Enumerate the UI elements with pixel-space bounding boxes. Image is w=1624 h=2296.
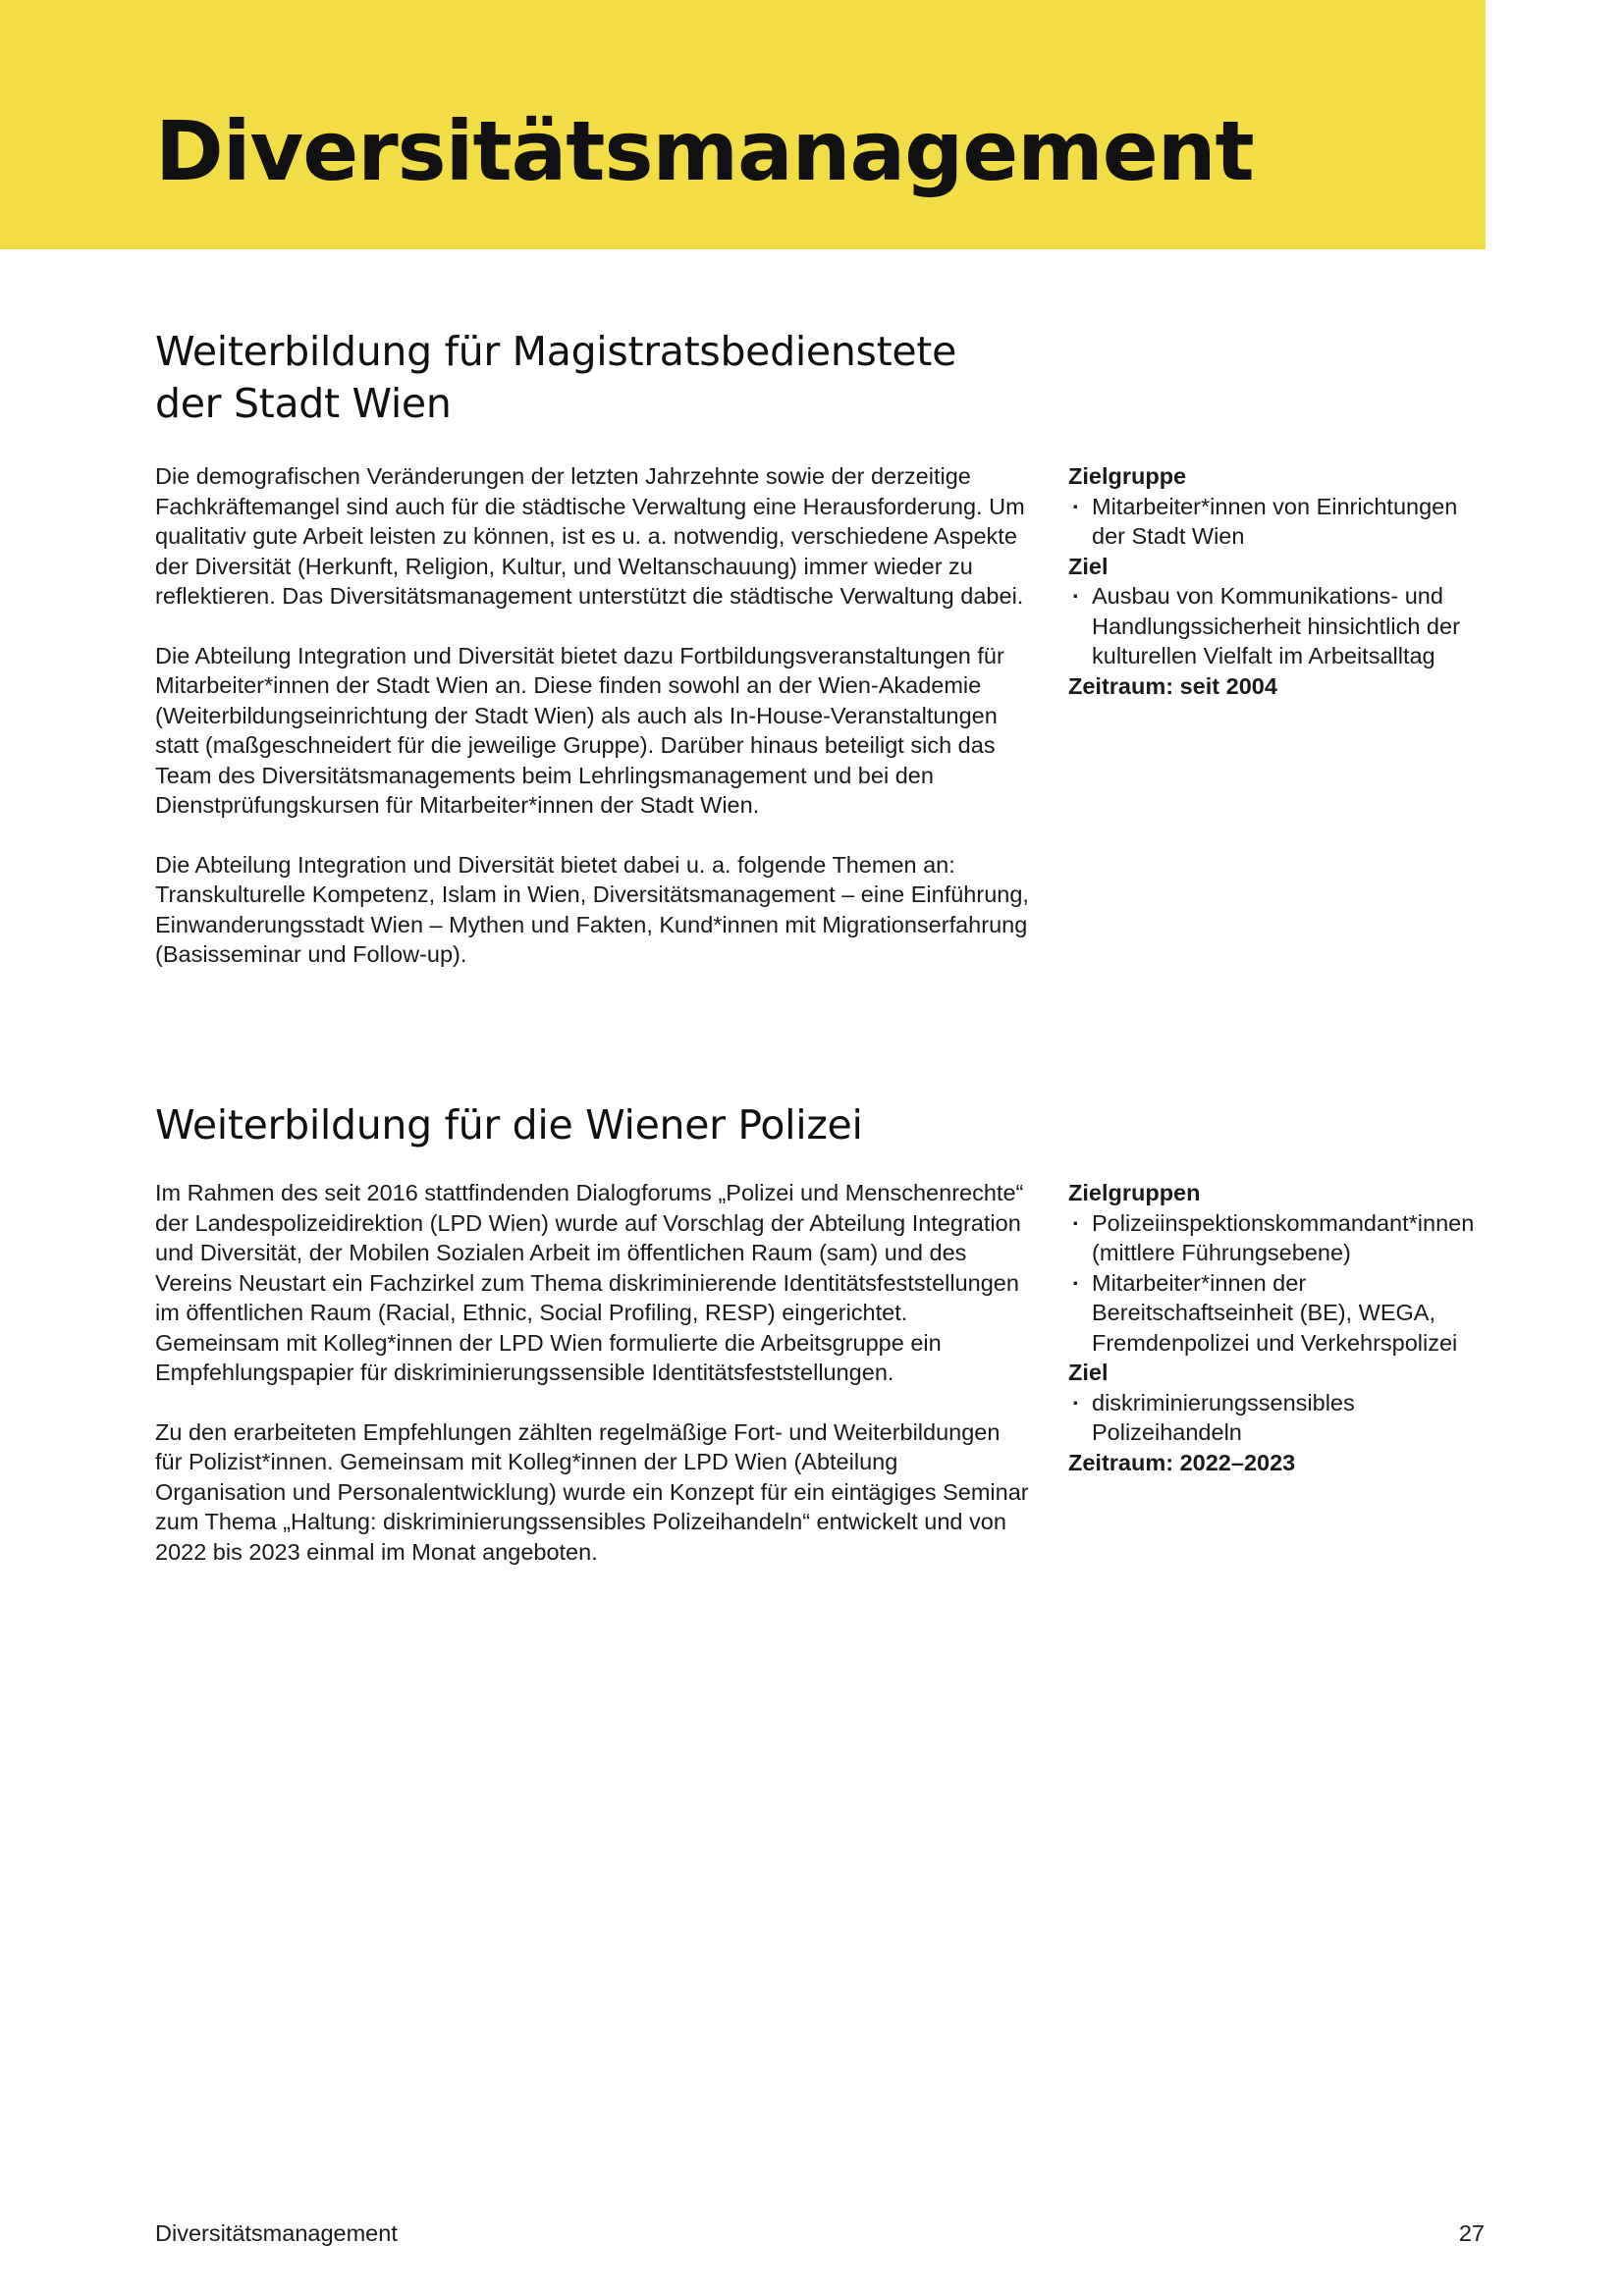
list-item: · Polizeiinspektionskommandant*innen (mittlere Führungsebene) [1068, 1208, 1490, 1268]
info-box [1068, 1178, 1490, 1477]
section-body [155, 461, 1029, 999]
body-paragraph: Zu den erarbeiteten Empfehlungen zählten regelmäßige Fort- und Weiterbildungen für Polizist*innen. Gemeinsam mit Kolleg*innen der LPD Wien (Abteilung Organisation und Personalentwicklung) wurde ein Konzept für ein eintägiges Seminar zum Thema „Haltung: diskriminierungssensibles Polizeihandeln“ entwickelt und von 2022 bis 2023 einmal im Monat angeboten. [155, 1418, 1029, 1565]
section-heading: Weiterbildung für die Wiener Polizei [155, 1101, 863, 1148]
page-number: 27 [1458, 2220, 1485, 2246]
target-group-label: Zielgruppen [1068, 1180, 1201, 1205]
body-paragraph: Die Abteilung Integration und Diversität bietet dazu Fortbildungsveranstaltungen für Mitarbeiter*innen der Stadt Wien an. Diese finden sowohl an der Wien-Akademie (Weiterbildungseinrichtung der Stadt Wien) als auch als In-House-Veranstaltungen statt (maßgeschneidert für die jeweilige Gruppe). Darüber hinaus beteiligt sich das Team des Diversitätsmanagements beim Lehrlingsmanagement und bei den Dienstprüfungskursen für Mitarbeiter*innen der Stadt Wien. [155, 642, 1004, 818]
section-polizei [155, 1099, 1487, 1565]
goal-list [1068, 581, 1490, 671]
list-item: · diskriminierungssensibles Polizeihandeln [1068, 1388, 1490, 1448]
section-heading-line: Weiterbildung für Magistratsbedienstete [155, 328, 956, 375]
footer-label: Diversitätsmanagement [155, 2220, 398, 2246]
section-heading-line: der Stadt Wien [155, 380, 452, 427]
goal-label: Ziel [1068, 553, 1109, 579]
target-group-label: Zielgruppe [1068, 463, 1187, 489]
list-item: · Mitarbeiter*innen der Bereitschaftseinheit (BE), WEGA, Fremdenpolizei und Verkehrspolizei [1068, 1268, 1490, 1359]
period-label: Zeitraum: seit 2004 [1068, 672, 1277, 699]
goal-label: Ziel [1068, 1360, 1109, 1385]
period-label: Zeitraum: 2022–2023 [1068, 1449, 1296, 1475]
section-body [155, 1178, 1029, 1596]
list-item: · Mitarbeiter*innen von Einrichtungen der Stadt Wien [1068, 492, 1490, 552]
section-magistrat [155, 326, 1487, 967]
info-box [1068, 461, 1490, 701]
body-paragraph: Die demografischen Veränderungen der letzten Jahrzehnte sowie der derzeitige Fachkräftemangel sind auch für die städtische Verwaltung eine Herausforderung. Um qualitativ gute Arbeit leisten zu können, ist es u. a. notwendig, verschiedene Aspekte der Diversität (Herkunft, Religion, Kultur, und Weltanschauung) immer wieder zu reflektieren. Das Diversitätsmanagement unterstützt die städtische Verwaltung dabei. [155, 463, 1025, 609]
target-group-list [1068, 492, 1490, 552]
target-group-list [1068, 1208, 1490, 1359]
body-paragraph: Die Abteilung Integration und Diversität bietet dabei u. a. folgende Themen an: Transkulturelle Kompetenz, Islam in Wien, Diversitätsmanagement – eine Einführung, Einwanderungsstadt Wien – Mythen und Fakten, Kund*innen mit Migrationserfahrung (Basisseminar und Follow-up). [155, 851, 1029, 967]
section-heading [155, 326, 1487, 430]
list-item: · Ausbau von Kommunikations- und Handlungssicherheit hinsichtlich der kulturellen Vielfalt im Arbeitsalltag [1068, 581, 1490, 671]
header-band [0, 0, 1486, 249]
body-paragraph: Im Rahmen des seit 2016 stattfindenden Dialogforums „Polizei und Menschenrechte“ der Landespolizeidirektion (LPD Wien) wurde auf Vorschlag der Abteilung Integration und Diversität, der Mobilen Sozialen Arbeit im öffentlichen Raum (sam) und des Vereins Neustart ein Fachzirkel zum Thema diskriminierende Identitätsfeststellungen im öffentlichen Raum (Racial, Ethnic, Social Profiling, RESP) eingerichtet. Gemeinsam mit Kolleg*innen der LPD Wien formulierte die Arbeitsgruppe ein Empfehlungspapier für diskriminierungssensible Identitätsfeststellungen. [155, 1180, 1024, 1385]
goal-list [1068, 1388, 1490, 1448]
page-title: Diversitätsmanagement [155, 103, 1254, 199]
